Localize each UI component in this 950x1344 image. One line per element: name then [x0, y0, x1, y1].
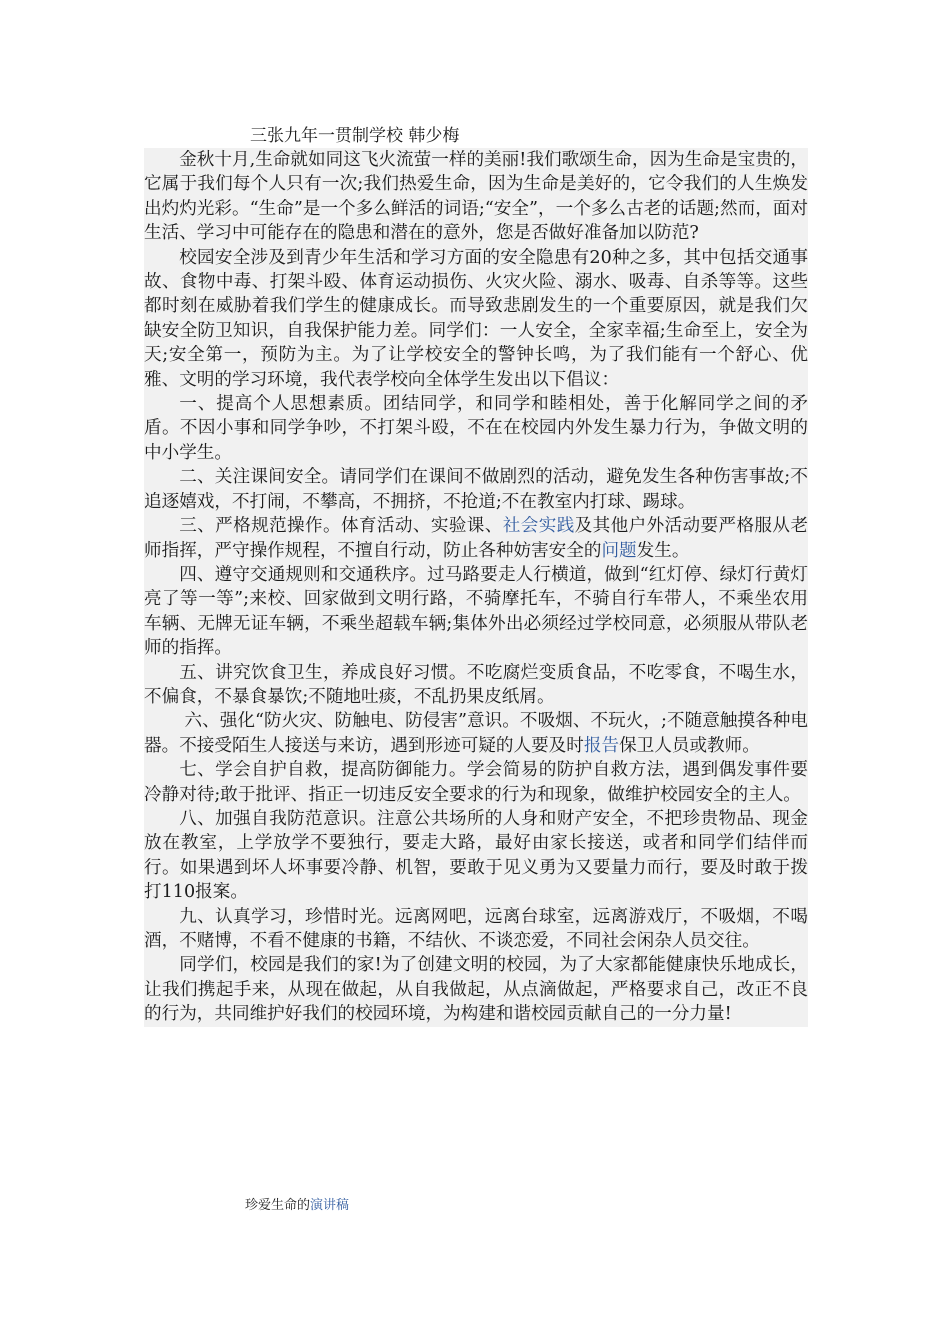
paragraph-text: 九、认真学习，珍惜时光。远离网吧，远离台球室，远离游戏厅，不吸烟，不喝酒，不赌博，不看不健康的书籍，不结伙、不谈恋爱，不同社会闲杂人员交往。 [144, 906, 808, 951]
paragraph-text: 四、遵守交通规则和交通秩序。过马路要走人行横道，做到“红灯停、绿灯行黄灯亮了等一等”;来校、回家做到文明行路，不骑摩托车，不骑自行车带人，不乘坐农用车辆、无牌无证车辆，不乘坐超载车辆;集体外出必须经过学校同意，必须服从带队老师的指挥。 [144, 564, 808, 659]
paragraph-text: 八、加强自我防范意识。注意公共场所的人身和财产安全，不把珍贵物品、现金放在教室，上学放学不要独行，要走大路，最好由家长接送，或者和同学们结伴而行。如果遇到坏人坏事要冷静、机智，要敢于见义勇为又要量力而行，要及时敢于拨打110报案。 [144, 808, 808, 903]
link-speech-draft[interactable]: 演讲稿 [310, 1198, 350, 1213]
paragraph-text: 同学们，校园是我们的家!为了创建文明的校园，为了大家都能健康快乐地成长，让我们携起手来，从现在做起，从自我做起，从点滴做起，严格要求自己，改正不良的行为，共同维护好我们的校园环境，为构建和谐校园贡献自己的一分力量! [144, 955, 808, 1025]
footer-text: 珍爱生命的 [245, 1198, 311, 1213]
paragraph-item-7 [144, 758, 808, 807]
paragraph-item-2 [144, 465, 808, 514]
paragraph-item-8 [144, 807, 808, 905]
paragraph-text: 三、严格规范操作。体育活动、实验课、 [179, 516, 503, 537]
paragraph-intro [144, 148, 808, 246]
paragraph-text: 保卫人员或教师。 [619, 735, 760, 756]
paragraph-text: 及其他户外活动要严格服从老师指挥，严守操作规程，不擅自行动，防止各种妨害安全的 [144, 516, 808, 561]
paragraph-safety-hazards [144, 246, 808, 392]
paragraph-closing [144, 953, 808, 1026]
paragraph-text: 二、关注课间安全。请同学们在课间不做剧烈的活动，避免发生各种伤害事故;不追逐嬉戏，不打闹，不攀高，不拥挤，不抢道;不在教室内打球、踢球。 [144, 467, 808, 512]
paragraph-text: 七、学会自护自救，提高防御能力。学会简易的防护自救方法，遇到偶发事件要冷静对待;敢于批评、指正一切违反安全要求的行为和现象，做维护校园安全的主人。 [144, 760, 808, 805]
paragraph-item-3 [144, 514, 808, 563]
link-social-practice[interactable]: 社会实践 [502, 516, 575, 537]
paragraph-item-1 [144, 392, 808, 465]
paragraph-text: 校园安全涉及到青少年生活和学习方面的安全隐患有20种之多，其中包括交通事故、食物中毒、打架斗殴、体育运动损伤、火灾火险、溺水、吸毒、自杀等等。这些都时刻在威胁着我们学生的健康成长。而导致悲剧发生的一个重要原因，就是我们欠缺安全防卫知识，自我保护能力差。同学们：一人安全，全家幸福;生命至上，安全为天;安全第一，预防为主。为了让学校安全的警钟长鸣，为了我们能有一个舒心、优雅、文明的学习环境，我代表学校向全体学生发出以下倡议： [144, 247, 808, 390]
author-line: 三张九年一贯制学校 韩少梅 [250, 126, 460, 146]
paragraph-text: 五、讲究饮食卫生，养成良好习惯。不吃腐烂变质食品，不吃零食，不喝生水，不偏食，不暴食暴饮;不随地吐痰，不乱扔果皮纸屑。 [144, 662, 808, 707]
paragraph-item-5 [144, 661, 808, 710]
paragraph-text: 六、强化“防火灾、防触电、防侵害”意识。不吸烟、不玩火，;不随意触摸各种电器。不接受陌生人接送与来访，遇到形迹可疑的人要及时 [144, 711, 808, 756]
footer-caption [245, 1197, 349, 1215]
paragraph-item-6 [144, 709, 808, 758]
link-problem[interactable]: 问题 [601, 540, 637, 561]
paragraph-item-4 [144, 563, 808, 661]
link-report[interactable]: 报告 [583, 735, 620, 756]
speech-body [144, 148, 808, 1027]
paragraph-text: 金秋十月,生命就如同这飞火流萤一样的美丽!我们歌颂生命，因为生命是宝贵的，它属于我们每个人只有一次;我们热爱生命，因为生命是美好的，它令我们的人生焕发出灼灼光彩。“生命”是一个多么鲜活的词语;“安全”，一个多么古老的话题;然而，面对生活、学习中可能存在的隐患和潜在的意外，您是否做好准备加以防范? [144, 150, 808, 244]
paragraph-text: 一、提高个人思想素质。团结同学，和同学和睦相处，善于化解同学之间的矛盾。不因小事和同学争吵，不打架斗殴，不在在校园内外发生暴力行为，争做文明的中小学生。 [144, 394, 808, 463]
paragraph-text: 发生。 [636, 540, 690, 561]
paragraph-item-9 [144, 905, 808, 954]
